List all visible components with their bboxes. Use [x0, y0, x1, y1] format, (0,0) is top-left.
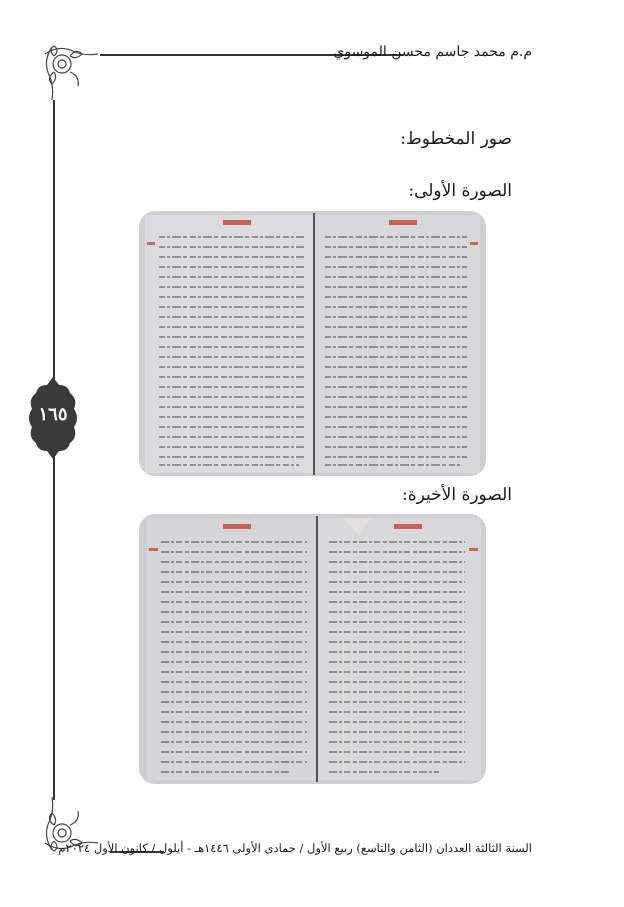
rubric-heading-right — [394, 524, 422, 529]
margin-rule-bottom — [53, 455, 55, 800]
folio-number-left — [149, 548, 158, 551]
folio-number-right — [470, 242, 478, 245]
author-header: م.م محمد جاسم محسن الموسوي — [333, 44, 532, 60]
margin-rule-top — [53, 100, 55, 380]
corner-ornament-top-icon — [40, 42, 100, 102]
caption-first-image: الصورة الأولى: — [408, 181, 512, 201]
folio-number-left — [147, 242, 155, 245]
section-title: صور المخطوط: — [400, 129, 512, 149]
manuscript-image-first — [139, 211, 486, 476]
manuscript-spread-last — [139, 514, 486, 784]
journal-footer: السنة الثالثة العددان (الثامن والتاسع) ربيع الأول / جمادى الأولى ١٤٤٦هـ - أيلول / كانون الأول ٢٠٢٤م — [58, 841, 532, 855]
rubric-heading-left — [223, 220, 251, 225]
page-number: ١٦٥ — [38, 404, 68, 425]
rubric-heading-right — [389, 220, 417, 225]
caption-last-image: الصورة الأخيرة: — [401, 485, 512, 505]
manuscript-image-last — [139, 514, 486, 784]
rubric-heading-left — [223, 524, 251, 529]
manuscript-spread-first — [139, 211, 486, 476]
folio-number-right — [469, 548, 478, 551]
